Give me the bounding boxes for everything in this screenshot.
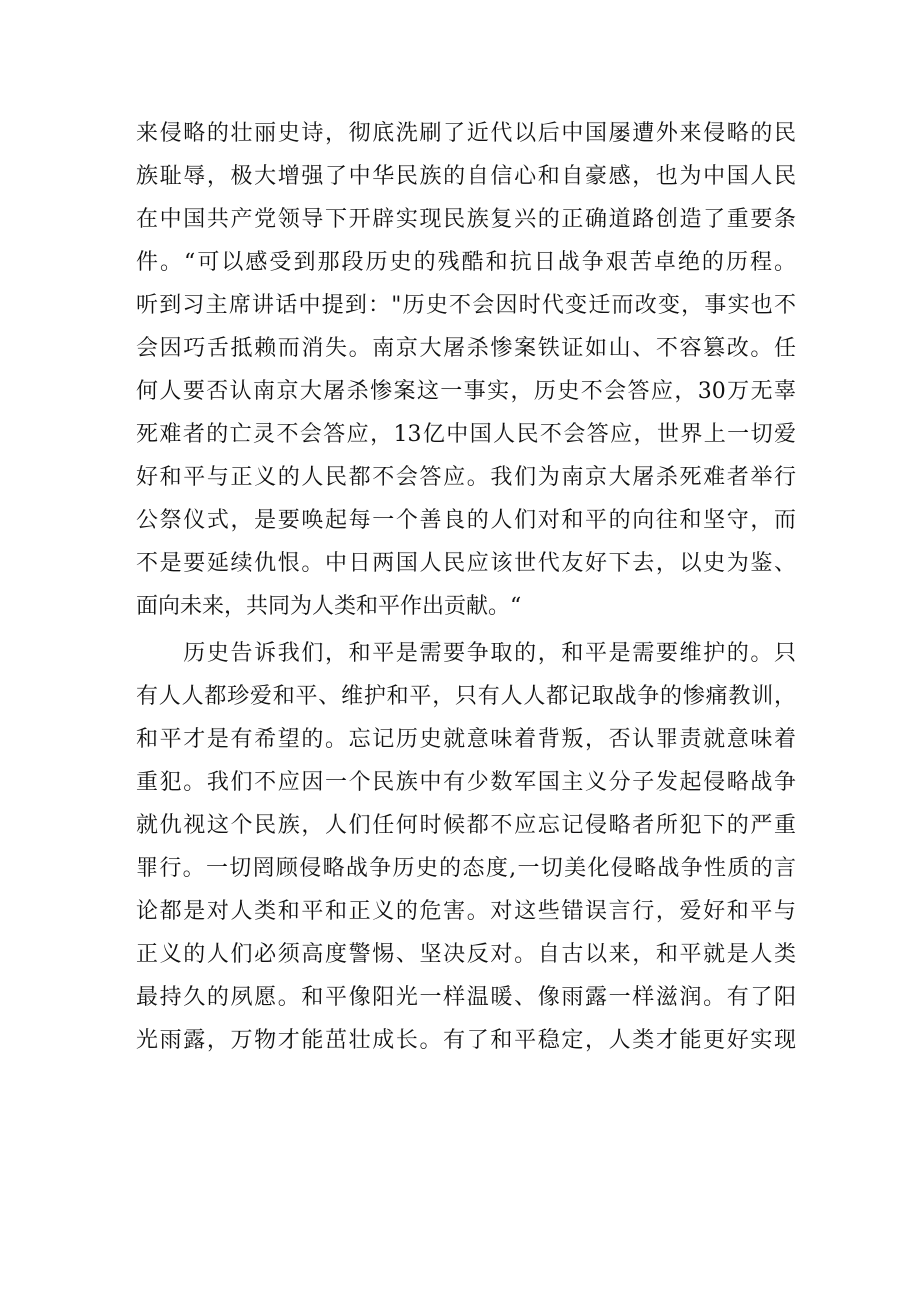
text-line: 就仇视这个民族，人们任何时候都不应忘记侵略者所犯下的严重 (136, 813, 796, 838)
text-line: 最持久的夙愿。和平像阳光一样温暖、像雨露一样滋润。有了阳 (136, 985, 796, 1010)
text-line: 正义的人们必须高度警惕、坚决反对。自古以来，和平就是人类 (136, 942, 796, 967)
text-line: 族耻辱，极大增强了中华民族的自信心和自豪感，也为中国人民 (136, 164, 796, 189)
text-line: 不是要延续仇恨。中日两国人民应该世代友好下去，以史为鉴、 (136, 551, 796, 576)
document-body (136, 112, 796, 1062)
text-line: 听到习主席讲话中提到："历史不会因时代变迁而改变，事实也不 (136, 293, 796, 318)
text-line: 死难者的亡灵不会答应，13亿中国人民不会答应，世界上一切爱 (136, 422, 796, 447)
text-line: 来侵略的壮丽史诗，彻底洗刷了近代以后中国屡遭外来侵略的民 (136, 121, 796, 146)
text-line: 面向未来，共同为人类和平作出贡献。“ (136, 594, 522, 619)
text-line: 和平才是有希望的。忘记历史就意味着背叛，否认罪责就意味着 (136, 727, 796, 752)
text-line: 光雨露，万物才能茁壮成长。有了和平稳定，人类才能更好实现 (136, 1028, 796, 1053)
text-line: 重犯。我们不应因一个民族中有少数军国主义分子发起侵略战争 (136, 770, 796, 795)
text-line: 在中国共产党领导下开辟实现民族复兴的正确道路创造了重要条 (136, 207, 796, 232)
text-line: 历史告诉我们，和平是需要争取的，和平是需要维护的。只 (136, 641, 796, 666)
text-line: 罪行。一切罔顾侵略战争历史的态度,一切美化侵略战争性质的言 (136, 856, 796, 881)
text-line: 有人人都珍爱和平、维护和平，只有人人都记取战争的惨痛教训， (136, 684, 796, 709)
text-line: 何人要否认南京大屠杀惨案这一事实，历史不会答应，30万无辜 (136, 379, 796, 404)
text-line: 会因巧舌抵赖而消失。南京大屠杀惨案铁证如山、不容篡改。任 (136, 336, 796, 361)
text-line: 论都是对人类和平和正义的危害。对这些错误言行，爱好和平与 (136, 899, 796, 924)
paragraph-2 (136, 632, 796, 1062)
paragraph-1 (136, 112, 796, 628)
text-line: 件。“可以感受到那段历史的残酷和抗日战争艰苦卓绝的历程。 (136, 250, 796, 275)
text-line: 好和平与正义的人民都不会答应。我们为南京大屠杀死难者举行 (136, 465, 796, 490)
text-line: 公祭仪式，是要唤起每一个善良的人们对和平的向往和坚守，而 (136, 508, 796, 533)
